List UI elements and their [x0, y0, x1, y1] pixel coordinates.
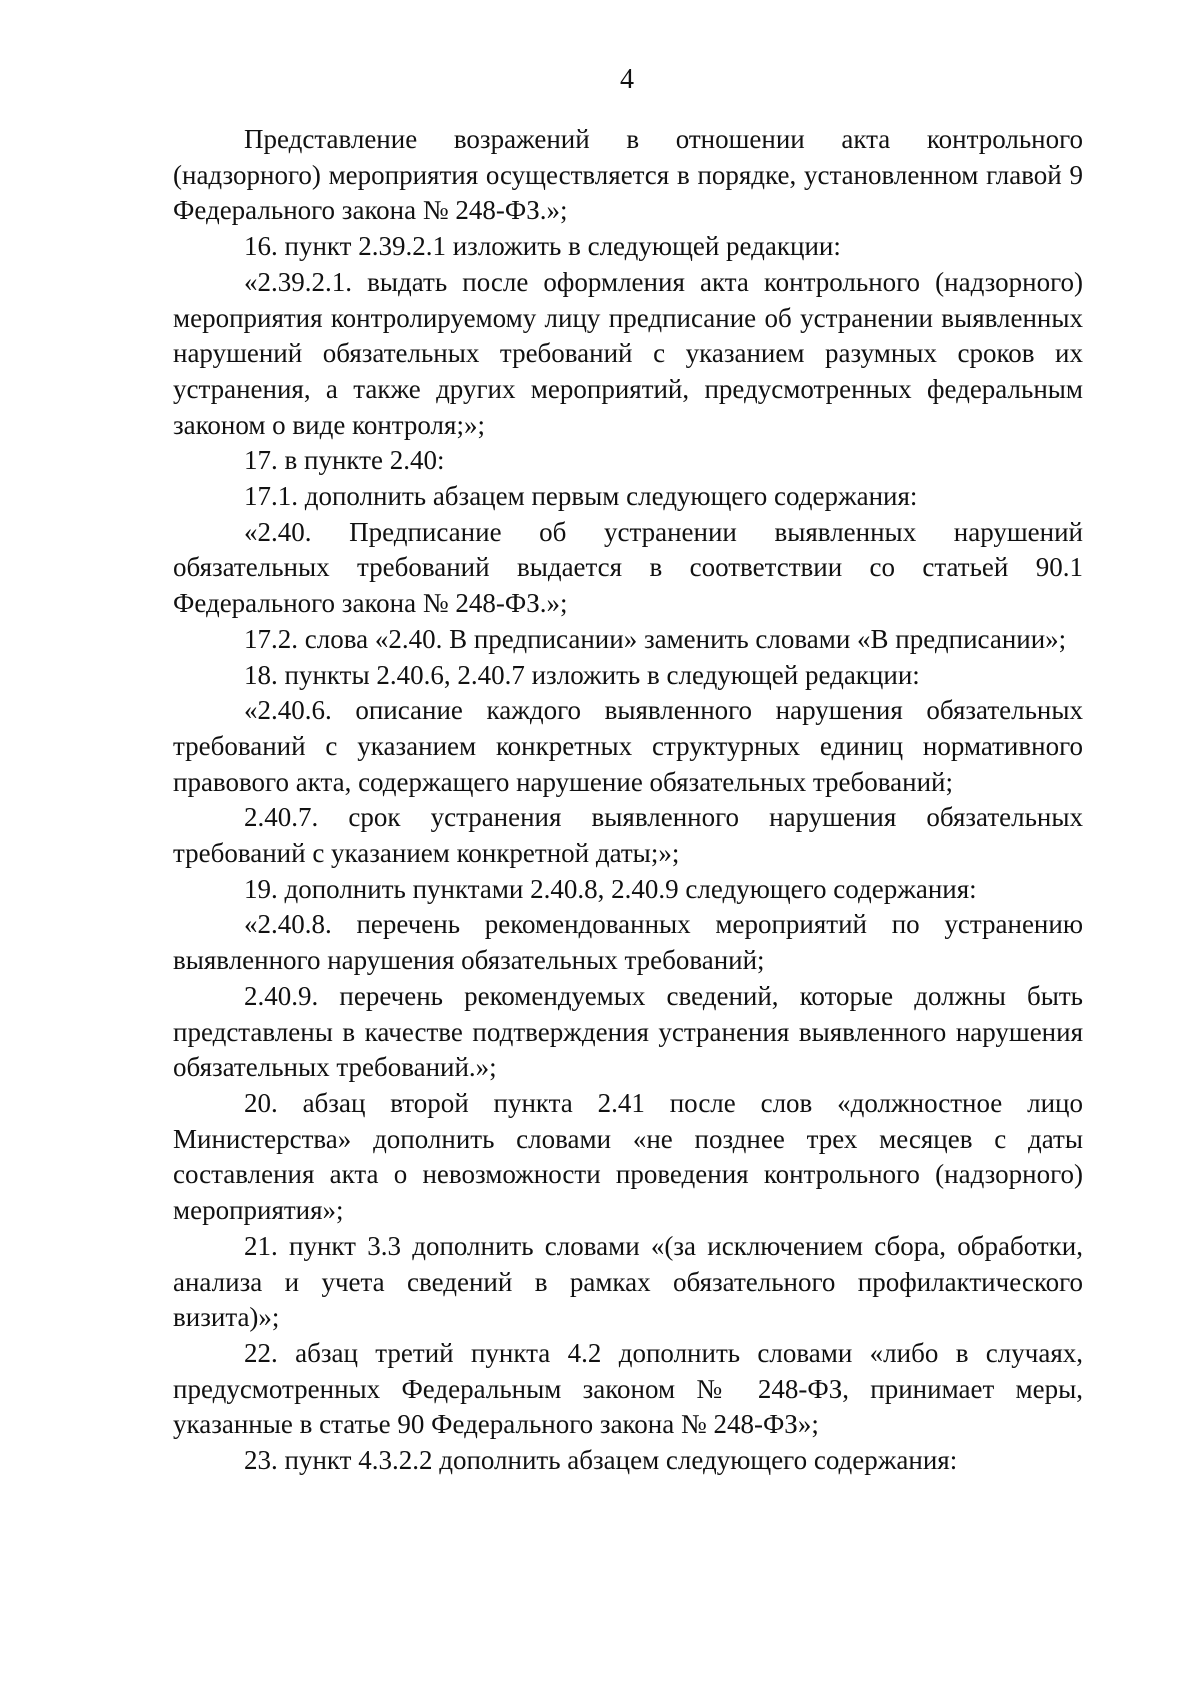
- paragraph-2-40-6: «2.40.6. описание каждого выявленного нарушения обязательных требований с указанием конкретных структурных единиц нормативного правового акта, содержащего нарушение обязательных требований;: [173, 695, 1083, 797]
- paragraph-2-40-7: 2.40.7. срок устранения выявленного нарушения обязательных требований с указанием конкретной даты;»;: [173, 802, 1083, 869]
- page-number: 4: [620, 64, 634, 95]
- paragraph-objections: Представление возражений в отношении акта контрольного (надзорного) мероприятия осуществляется в порядке, установленном главой 9 Федерального закона № 248-ФЗ.»;: [173, 124, 1083, 226]
- paragraph-item-21: 21. пункт 3.3 дополнить словами «(за исключением сбора, обработки, анализа и учета сведений в рамках обязательного профилактического визита)»;: [173, 1230, 1083, 1333]
- paragraph-item-19: 19. дополнить пунктами 2.40.8, 2.40.9 следующего содержания:: [244, 873, 977, 904]
- paragraph-item-18: 18. пункты 2.40.6, 2.40.7 изложить в следующей редакции:: [244, 659, 920, 690]
- paragraph-item-17-1: 17.1. дополнить абзацем первым следующего содержания:: [244, 481, 918, 512]
- document-body: [173, 122, 1083, 1479]
- paragraph-item-22: 22. абзац третий пункта 4.2 дополнить словами «либо в случаях, предусмотренных Федеральным законом № 248-ФЗ, принимает меры, указанные в статье 90 Федерального закона № 248-ФЗ»;: [173, 1337, 1083, 1440]
- paragraph-item-17-2: 17.2. слова «2.40. В предписании» заменить словами «В предписании»;: [244, 623, 1067, 654]
- paragraph-item-20: 20. абзац второй пункта 2.41 после слов «должностное лицо Министерства» дополнить словами «не позднее трех месяцев с даты составления акта о невозможности проведения контрольного (надзорного) мероприятия»;: [173, 1087, 1083, 1226]
- paragraph-item-16: 16. пункт 2.39.2.1 изложить в следующей редакции:: [244, 231, 841, 262]
- paragraph-2-39-2-1: «2.39.2.1. выдать после оформления акта контрольного (надзорного) мероприятия контролируемому лицу предписание об устранении выявленных нарушений обязательных требований с указанием разумных сроков их устранения, а также других мероприятий, предусмотренных федеральным законом о виде контроля;»;: [173, 266, 1083, 440]
- paragraph-2-40-9: 2.40.9. перечень рекомендуемых сведений, которые должны быть представлены в качестве подтверждения устранения выявленного нарушения обязательных требований.»;: [173, 980, 1083, 1083]
- paragraph-item-17: 17. в пункте 2.40:: [244, 445, 445, 476]
- paragraph-2-40-8: «2.40.8. перечень рекомендованных мероприятий по устранению выявленного нарушения обязательных требований;: [173, 909, 1083, 976]
- paragraph-2-40: «2.40. Предписание об устранении выявленных нарушений обязательных требований выдается в соответствии со статьей 90.1 Федерального закона № 248-ФЗ.»;: [173, 516, 1083, 619]
- paragraph-item-23: 23. пункт 4.3.2.2 дополнить абзацем следующего содержания:: [244, 1445, 958, 1476]
